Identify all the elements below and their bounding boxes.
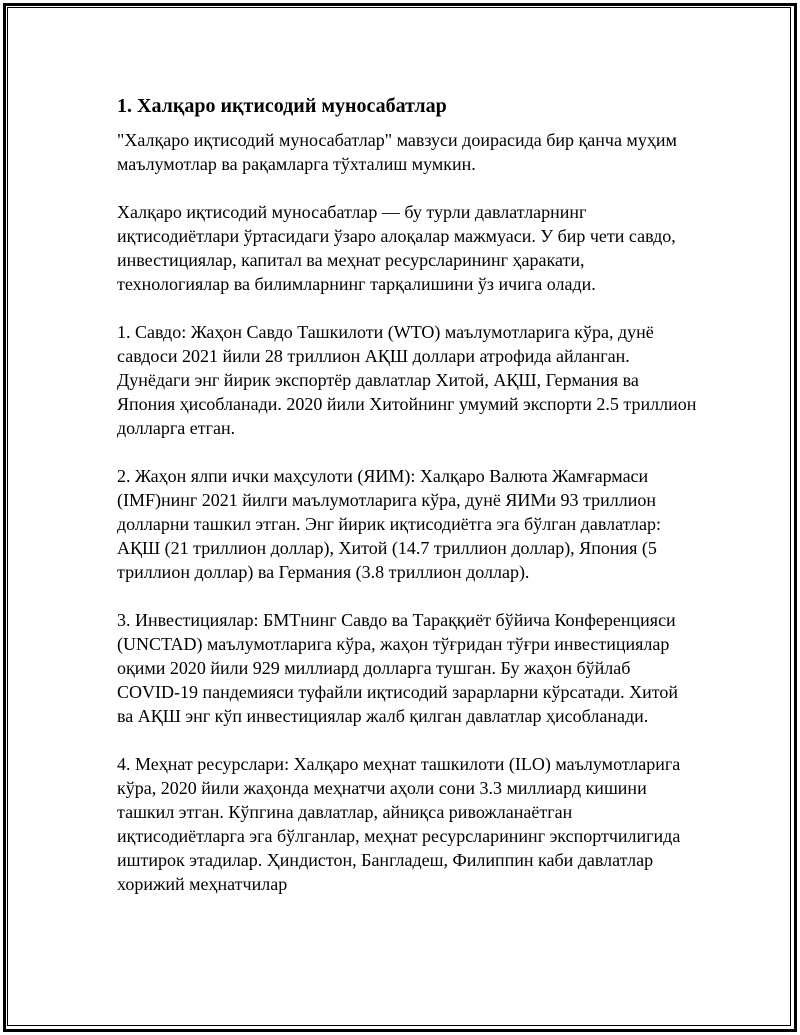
section-title: 1. Халқаро иқтисодий муносабатлар [117, 95, 447, 117]
definition-paragraph: Халқаро иқтисодий муносабатлар — бу турли давлатларнинг иқтисодиётлари ўртасидаги ўзаро алоқалар мажмуаси. У бир чети савдо, инвестициялар, капитал ва меҳнат ресурсларининг ҳаракати, технологиялар ва билимларнинг тарқалишини ўз ичига олади. [117, 202, 676, 294]
trade-paragraph: 1. Савдо: Жаҳон Савдо Ташкилоти (WTO) маълумотларига кўра, дунё савдоси 2021 йили 28 триллион АҚШ доллари атрофида айланган. Дунёдаги энг йирик экспортёр давлатлар Хитой, АҚШ, Германия ва Япония ҳисобланади. 2020 йили Хитойнинг умумий экспорти 2.5 триллион долларга етган. [117, 322, 697, 438]
document-body [117, 92, 697, 920]
labor-paragraph: 4. Меҳнат ресурслари: Халқаро меҳнат ташкилоти (ILO) маълумотларига кўра, 2020 йили жаҳонда меҳнатчи аҳоли сони 3.3 миллиард кишини ташкил этган. Кўпгина давлатлар, айниқса ривожланаётган иқтисодиётларга эга бўлганлар, меҳнат ресурсларининг экспортчилигида иштирок этадилар. Ҳиндистон, Бангладеш, Филиппин каби давлатлар хорижий меҳнатчилар [117, 754, 681, 894]
intro-paragraph: "Халқаро иқтисодий муносабатлар" мавзуси доирасида бир қанча муҳим маълумотлар ва рақамларга тўхталиш мумкин. [117, 130, 677, 174]
gdp-paragraph: 2. Жаҳон ялпи ички маҳсулоти (ЯИМ): Халқаро Валюта Жамғармаси (IMF)нинг 2021 йилги маълумотларига кўра, дунё ЯИМи 93 триллион долларни ташкил этган. Энг йирик иқтисодиётга эга бўлган давлатлар: АҚШ (21 триллион доллар), Хитой (14.7 триллион доллар), Япония (5 триллион доллар) ва Германия (3.8 триллион доллар). [117, 466, 661, 582]
investment-paragraph: 3. Инвестициялар: БМТнинг Савдо ва Тараққиёт бўйича Конференцияси (UNCTAD) маълумотларига кўра, жаҳон тўғридан тўғри инвестициялар оқими 2020 йили 929 миллиард долларга тушган. Бу жаҳон бўйлаб COVID-19 пандемияси туфайли иқтисодий зарарларни кўрсатади. Хитой ва АҚШ энг кўп инвестициялар жалб қилган давлатлар ҳисобланади. [117, 610, 678, 726]
